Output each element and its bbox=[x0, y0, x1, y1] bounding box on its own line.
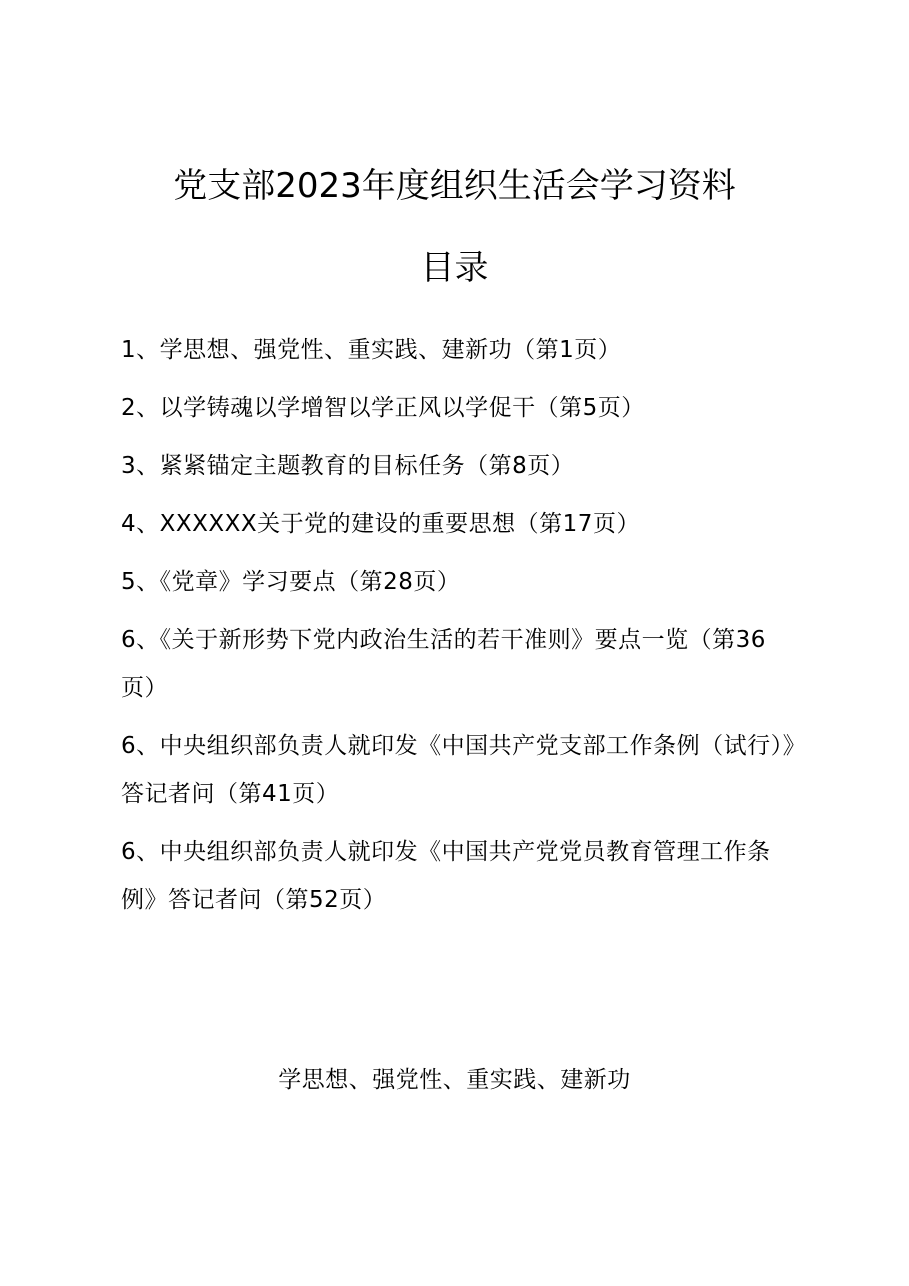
toc-item: 1、学思想、强党性、重实践、建新功（第1页） bbox=[121, 337, 622, 363]
toc-item: 6、《关于新形势下党内政治生活的若干准则》要点一览（第36页） bbox=[121, 627, 766, 701]
toc-item: 4、XXXXXX关于党的建设的重要思想（第17页） bbox=[121, 511, 640, 537]
toc-item: 2、以学铸魂以学增智以学正风以学促干（第5页） bbox=[121, 395, 645, 421]
toc-item: 3、紧紧锚定主题教育的目标任务（第8页） bbox=[121, 453, 575, 479]
toc-item: 5、《党章》学习要点（第28页） bbox=[121, 569, 461, 595]
toc-item: 6、中央组织部负责人就印发《中国共产党党员教育管理工作条例》答记者问（第52页） bbox=[121, 839, 771, 913]
toc-item: 6、中央组织部负责人就印发《中国共产党支部工作条例（试行）》答记者问（第41页） bbox=[121, 733, 795, 807]
document-title: 党支部2023年度组织生活会学习资料 bbox=[173, 166, 736, 206]
toc-heading: 目录 bbox=[420, 248, 489, 288]
table-of-contents bbox=[121, 326, 797, 934]
section-title: 学思想、强党性、重实践、建新功 bbox=[278, 1067, 631, 1093]
